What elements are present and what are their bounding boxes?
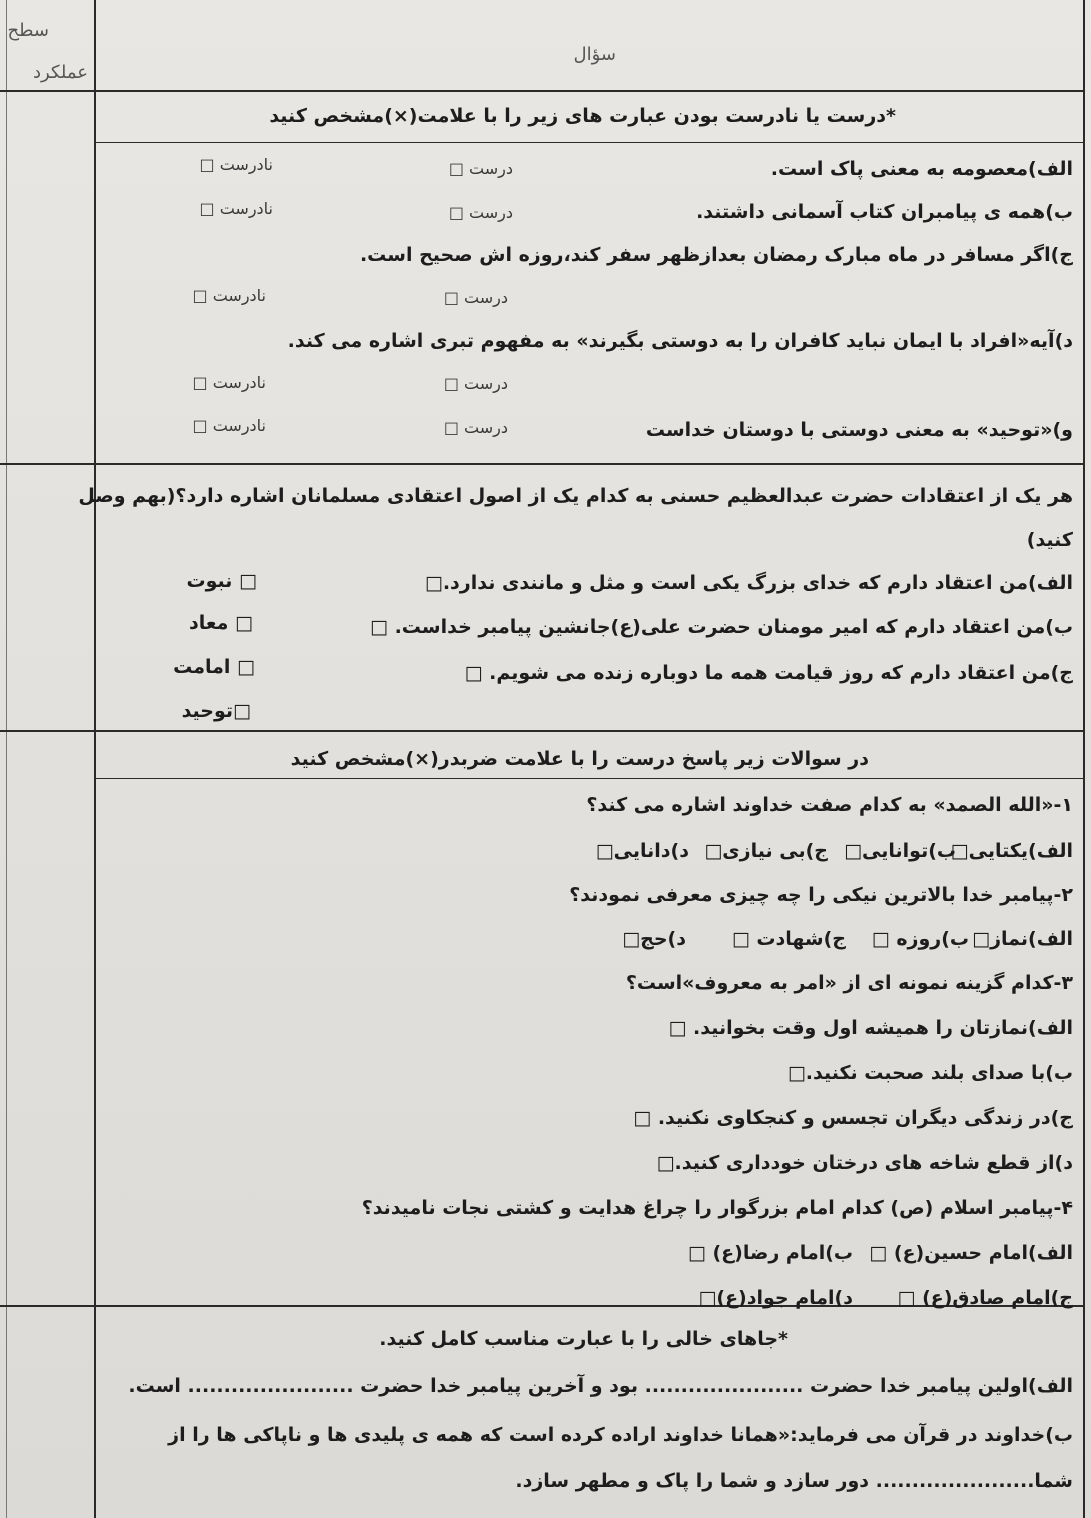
- belief-item-c: ج)من اعتقاد دارم که روز قیامت همه ما دوباره زنده می شویم. □: [464, 662, 1073, 684]
- fill-blank-b-line2: شما...................... دور سازد و شما را پاک و مطهر سازد.: [515, 1470, 1073, 1492]
- question-header: سؤال: [573, 44, 616, 65]
- q4-option-a[interactable]: الف)امام حسین(ع) □: [869, 1242, 1073, 1264]
- match-option-emamat[interactable]: □ امامت: [173, 656, 255, 678]
- q3-option-a[interactable]: الف)نمازتان را همیشه اول وقت بخوانید. □: [668, 1017, 1073, 1039]
- row-divider: [0, 463, 1085, 465]
- belief-item-b: ب)من اعتقاد دارم که امیر مومنان حضرت علی(ع)جانشین پیامبر خداست. □: [370, 616, 1073, 638]
- tf-statement-d: د)آیه«افراد با ایمان نباید کافران را به دوستی بگیرند» به مفهوم تبری اشاره می کند.: [287, 330, 1073, 352]
- q1-option-a[interactable]: الف)یکتایی□: [950, 840, 1073, 862]
- tf-false-option[interactable]: نادرست □: [192, 416, 266, 435]
- tf-true-option[interactable]: درست □: [443, 288, 508, 307]
- tf-true-option[interactable]: درست □: [448, 159, 513, 178]
- tf-true-option[interactable]: درست □: [443, 418, 508, 437]
- row-divider: [94, 778, 1085, 779]
- row-divider: [0, 730, 1085, 732]
- q4-option-c[interactable]: ج)امام صادق(ع) □: [897, 1287, 1073, 1309]
- section2-title-line1: هر یک از اعتقادات حضرت عبدالعظیم حسنی به کدام یک از اصول اعتقادی مسلمانان اشاره دارد؟(بهم وصل: [78, 485, 1073, 507]
- page-left-border: [6, 0, 7, 1518]
- tf-false-option[interactable]: نادرست □: [199, 155, 273, 174]
- tf-true-option[interactable]: درست □: [443, 374, 508, 393]
- tf-statement-e: و)«توحید» به معنی دوستی با دوستان خداست: [645, 419, 1073, 441]
- section1-title: *درست یا نادرست بودن عبارت های زیر را با علامت(×)مشخص کنید: [269, 105, 896, 127]
- question-1: ١-«الله الصمد» به کدام صفت خداوند اشاره می کند؟: [586, 794, 1073, 816]
- section3-title: در سوالات زیر پاسخ درست را با علامت ضربدر(×)مشخص کنید: [290, 748, 869, 770]
- tf-statement-a: الف)معصومه به معنی پاک است.: [770, 158, 1073, 180]
- q3-option-c[interactable]: ج)در زندگی دیگران تجسس و کنجکاوی نکنید. □: [633, 1107, 1073, 1129]
- level-header-line1: سطح: [7, 20, 49, 41]
- q4-option-b[interactable]: ب)امام رضا(ع) □: [687, 1242, 853, 1264]
- page-right-border: [1083, 0, 1085, 1518]
- q1-option-c[interactable]: ج)بی نیازی□: [704, 840, 828, 862]
- tf-false-option[interactable]: نادرست □: [199, 199, 273, 218]
- q3-option-d[interactable]: د)از قطع شاخه های درختان خودداری کنید.□: [656, 1152, 1073, 1174]
- match-option-tohid[interactable]: □توحید: [181, 700, 251, 722]
- fill-blank-a: الف)اولین پیامبر خدا حضرت ...................... بود و آخرین پیامبر خدا حضرت ....................... است.: [128, 1375, 1073, 1397]
- tf-statement-c: ج)اگر مسافر در ماه مبارک رمضان بعدازظهر سفر کند،روزه اش صحیح است.: [359, 244, 1073, 266]
- belief-item-a: الف)من اعتقاد دارم که خدای بزرگ یکی است و مثل و مانندی ندارد.□: [424, 572, 1073, 594]
- tf-statement-b: ب)همه ی پیامبران کتاب آسمانی داشتند.: [696, 201, 1073, 223]
- section2-title-line2: کنید): [1026, 529, 1073, 551]
- q1-option-d[interactable]: د)دانایی□: [595, 840, 689, 862]
- section4-title: *جاهای خالی را با عبارت مناسب کامل کنید.: [379, 1328, 788, 1350]
- match-option-nobovvat[interactable]: □ نبوت: [186, 570, 257, 592]
- q2-option-d[interactable]: د)حج□: [622, 928, 686, 950]
- level-header-line2: عملکرد: [33, 62, 88, 83]
- question-4: ۴-پیامبر اسلام (ص) کدام امام بزرگوار را چراغ هدایت و کشتی نجات نامیدند؟: [361, 1197, 1073, 1219]
- q2-option-b[interactable]: ب)روزه □: [871, 928, 969, 950]
- question-3: ٣-کدام گزینه نمونه ای از «امر به معروف»است؟: [625, 972, 1073, 994]
- q2-option-c[interactable]: ج)شهادت □: [731, 928, 846, 950]
- q2-option-a[interactable]: الف)نماز□: [972, 928, 1073, 950]
- row-divider: [94, 142, 1085, 143]
- row-divider: [0, 90, 1085, 92]
- q3-option-b[interactable]: ب)با صدای بلند صحبت نکنید.□: [787, 1062, 1073, 1084]
- tf-false-option[interactable]: نادرست □: [192, 286, 266, 305]
- tf-true-option[interactable]: درست □: [448, 203, 513, 222]
- level-column-border: [94, 0, 96, 1518]
- q4-option-d[interactable]: د)امام جواد(ع)□: [698, 1287, 853, 1309]
- match-option-maad[interactable]: □ معاد: [189, 612, 253, 634]
- question-2: ٢-پیامبر خدا بالاترین نیکی را چه چیزی معرفی نمودند؟: [569, 884, 1073, 906]
- fill-blank-b-line1: ب)خداوند در قرآن می فرماید:«همانا خداوند اراده کرده است که همه ی پلیدی ها و ناپاکی ها را از: [168, 1424, 1073, 1446]
- q1-option-b[interactable]: ب)توانایی□: [844, 840, 956, 862]
- tf-false-option[interactable]: نادرست □: [192, 373, 266, 392]
